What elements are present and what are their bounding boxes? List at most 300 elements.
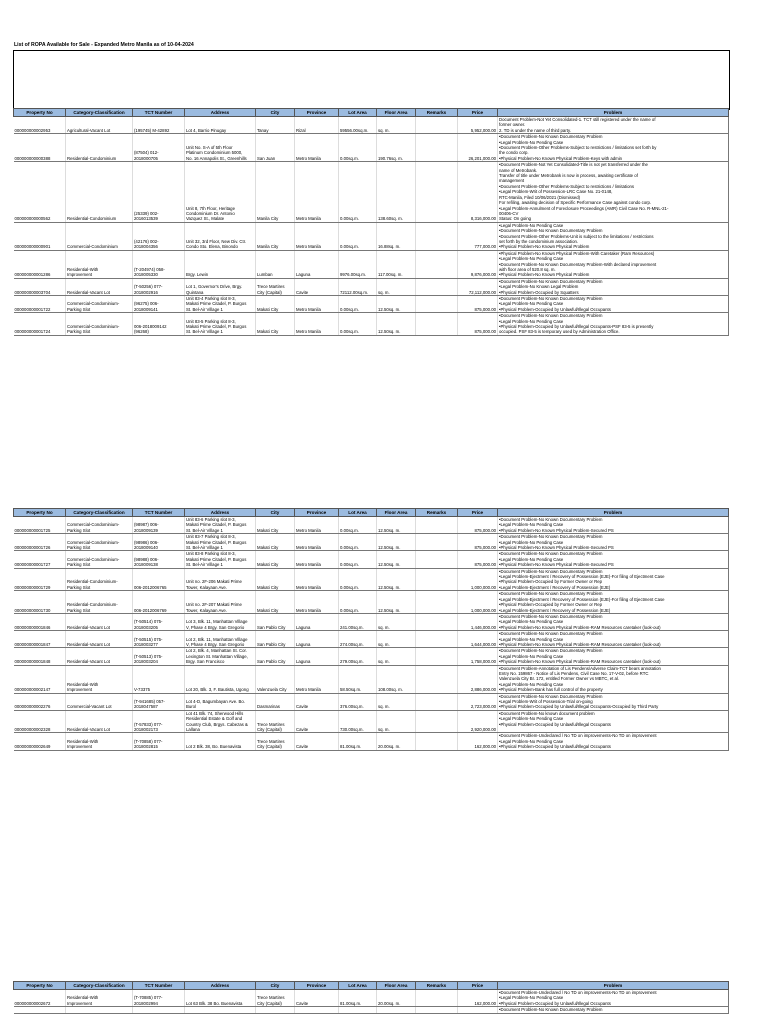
cell-city — [256, 710, 295, 733]
column-header-property-no: Property No — [14, 982, 66, 990]
problem-line: •Document Problem-No Known Documentary Problem — [499, 134, 603, 140]
cell-price: 875,000.00 — [458, 534, 498, 551]
cell-line: Lumban — [257, 272, 273, 278]
cell-line: 2018005330 — [134, 272, 158, 278]
cell-price: 1,446,000.00 — [458, 613, 498, 630]
cell-address — [185, 534, 256, 551]
cell-category — [66, 250, 133, 278]
cell-category — [66, 665, 133, 693]
problem-line: •Document Problem-Other Problems-Subject to restrictions / limitations — [499, 183, 634, 189]
cell-lot-area: 72112.00sq.m. — [339, 278, 377, 295]
cell-tct-number — [133, 134, 185, 162]
column-header-address: Address — [185, 509, 256, 517]
cell-remarks — [416, 710, 458, 733]
cell-property-no: 000000000002147 — [14, 665, 66, 693]
table-row — [14, 710, 729, 733]
table-row — [14, 591, 729, 614]
cell-remarks — [416, 117, 458, 134]
cell-lot-area: 0.00sq.m. — [339, 162, 377, 222]
problem-line: •Legal Problem-No Pending Case — [499, 995, 564, 1001]
cell-remarks — [416, 296, 458, 313]
cell-city — [256, 162, 295, 222]
cell-category — [66, 631, 133, 648]
column-header-problem: Problem — [498, 109, 729, 117]
cell-line: 2018002916 — [134, 289, 158, 295]
cell-line: Unit 83-7 Parking slot 8-3, — [186, 534, 236, 540]
cell-category — [66, 1007, 133, 1013]
cell-line: (T-70858) 077- — [134, 738, 163, 744]
cell-address — [185, 693, 256, 710]
cell-problem — [498, 693, 729, 710]
table-row — [14, 648, 729, 665]
problem-line: •Legal Problem-No Pending Case — [499, 301, 564, 307]
problem-line: •Legal Problem-No Pending Case — [499, 318, 564, 324]
cell-problem — [498, 631, 729, 648]
cell-line: San Pablo City — [257, 659, 286, 665]
cell-city — [256, 591, 295, 614]
cell-line: Platinum Condominium 5000, — [186, 150, 243, 156]
cell-line: Condominium Dr. Antonio — [186, 210, 235, 216]
cell-line: 2018002173 — [134, 727, 158, 733]
cell-line: Parking Slot — [67, 584, 91, 590]
problem-line: •Physical Problem-No Known Physical Problem-RAM Resources caretaker (look-out) — [499, 624, 661, 630]
cell-floor-area: 12.50sq. m. — [377, 568, 416, 591]
cell-line: (96268) — [134, 329, 149, 335]
cell-price: 1,000,000.00 — [458, 591, 498, 614]
cell-floor-area: sq. m. — [377, 631, 416, 648]
cell-line: Makati City — [257, 562, 279, 568]
cell-province: Laguna — [295, 613, 339, 630]
problem-line: set forth by the condominium association. — [499, 238, 579, 244]
cell-line: (87504) 012- — [134, 150, 159, 156]
cell-floor-area: 117.00sq. m. — [377, 250, 416, 278]
table-row — [14, 222, 729, 250]
table-row — [14, 534, 729, 551]
problem-line: former owner. — [499, 122, 526, 128]
cell-property-no: 000000000002649 — [14, 733, 66, 750]
problem-line: •Physical Problem-Bank has full control of the property — [499, 687, 603, 693]
cell-tct-number — [133, 710, 185, 733]
cell-line: (25339) 002- — [134, 210, 159, 216]
cell-floor-area: 12.50sq. m. — [377, 591, 416, 614]
problem-line: •Legal Problem-Ejectment / Recovery of Possession (EJE)-For filing of Ejectment Case — [499, 574, 665, 580]
cell-property-no: 000000000001727 — [14, 551, 66, 568]
problem-line: •Physical Problem-Occupied by Unlawful/Illegal Occupants — [499, 306, 611, 312]
column-header-property-no: Property No — [14, 509, 66, 517]
cell-line: Trece Martires — [257, 995, 285, 1001]
cell-line: Unit 32, 3rd Floor, New Div. Ctr. — [186, 238, 247, 244]
cell-line: Parking Slot — [67, 562, 91, 568]
column-header-category: Category-Classification — [66, 109, 133, 117]
cell-tct-number — [133, 551, 185, 568]
cell-category — [66, 693, 133, 710]
problem-line: •Document Problem-No Known Documentary Problem — [499, 613, 603, 619]
cell-price: 777,000.00 — [458, 222, 498, 250]
problem-line: 00406-CV — [499, 210, 519, 216]
cell-line: Makati City — [257, 545, 279, 551]
cell-city — [256, 693, 295, 710]
cell-lot-area: 9976.00sq.m. — [339, 250, 377, 278]
problem-line: •Physical Problem-No Known Physical Problem-Secured PS — [499, 545, 614, 551]
cell-floor-area: 12.50sq. m. — [377, 296, 416, 313]
cell-problem — [498, 591, 729, 614]
cell-price: 162,000.00 — [458, 990, 498, 1007]
cell-property-no — [14, 1007, 66, 1013]
problem-line: •Document Problem-No Known Documentary Problem — [499, 228, 603, 234]
cell-line: No. 16 Annapolis St., Greenhills — [186, 155, 247, 161]
cell-problem — [498, 296, 729, 313]
column-header-tct-number: TCT Number — [133, 509, 185, 517]
cell-line: 2018002815 — [134, 744, 158, 750]
problem-line: •Physical Problem-Occupied by Unlawful/Illegal Occupants — [499, 721, 611, 727]
cell-address — [185, 278, 256, 295]
cell-line: San Juan — [257, 155, 276, 161]
cell-category — [66, 313, 133, 336]
cell-price: 8,316,000.00 — [458, 162, 498, 222]
cell-property-no: 000000000002953 — [14, 117, 66, 134]
cell-line: Lallana — [186, 727, 200, 733]
cell-remarks — [416, 990, 458, 1007]
problem-line: •Document Problem-Other Problems-Unit is subject to the limitations / restrictions — [499, 233, 654, 239]
cell-line: City (Capital) — [257, 1000, 282, 1006]
problem-line: •Legal Problem-No Pending Case — [499, 139, 564, 145]
cell-tct-number — [133, 313, 185, 336]
cell-category — [66, 551, 133, 568]
column-header-city: City — [256, 109, 295, 117]
cell-province: Metro Manila — [295, 222, 339, 250]
cell-province: Laguna — [295, 250, 339, 278]
cell-floor-area: sq. m. — [377, 278, 416, 295]
table-row — [14, 313, 729, 336]
column-header-address: Address — [185, 109, 256, 117]
cell-problem — [498, 222, 729, 250]
cell-line: Lot 4-D, Bagumbayan Ave. Bo. — [186, 699, 245, 704]
cell-lot-area: 81.00sq.m. — [339, 990, 377, 1007]
cell-floor-area: 20.00sq. m. — [377, 733, 416, 750]
cell-problem — [498, 162, 729, 222]
problem-line: •Legal Problem-No Pending Case — [499, 539, 564, 545]
cell-line: Lot 1, Governor's Drive, Brgy. — [186, 284, 243, 290]
cell-problem — [498, 733, 729, 750]
cell-line: (T-50514) 075- — [134, 619, 163, 625]
problem-line: Status: On going — [499, 216, 532, 222]
cell-line: (98988) 006- — [134, 556, 159, 562]
cell-line: 2018000705 — [134, 155, 158, 161]
cell-line: Manila City — [257, 244, 279, 250]
cell-line: 2018009140 — [134, 545, 158, 551]
cell-category — [66, 591, 133, 614]
cell-line: Residential-Vacant Lot — [67, 641, 110, 647]
cell-line: (98987) 006- — [134, 522, 159, 528]
cell-address — [185, 631, 256, 648]
cell-line: 2018002994 — [134, 1000, 158, 1006]
cell-category — [66, 648, 133, 665]
cell-problem — [498, 313, 729, 336]
cell-problem — [498, 117, 729, 134]
cell-province: Laguna — [295, 648, 339, 665]
table-row — [14, 693, 729, 710]
cell-price: 5,952,000.00 — [458, 117, 498, 134]
cell-price: 875,000.00 — [458, 313, 498, 336]
cell-tct-number — [133, 693, 185, 710]
column-header-price: Price — [458, 982, 498, 990]
cell-line: Tower, Kalayaan Ave. — [186, 607, 228, 613]
cell-line: Unit 83-4 Parking slot 8-3, — [186, 296, 236, 301]
cell-address — [185, 250, 256, 278]
cell-category — [66, 710, 133, 733]
cell-city — [256, 534, 295, 551]
cell-line: Residential-Vacant Lot — [67, 289, 110, 295]
cell-line: 2018003205 — [134, 624, 158, 630]
problem-line: •Legal Problem-No Pending Case — [499, 222, 564, 228]
cell-line: Makati City — [257, 306, 279, 312]
cell-tct-number — [133, 990, 185, 1007]
cell-line: Parking Slot — [67, 545, 91, 551]
column-header-tct-number: TCT Number — [133, 982, 185, 990]
cell-city — [256, 517, 295, 534]
cell-price: 2,886,000.00 — [458, 665, 498, 693]
cell-problem — [498, 250, 729, 278]
cell-tct-number — [133, 665, 185, 693]
cell-price: 26,201,000.00 — [458, 134, 498, 162]
problem-line: •Legal Problem-Ejectment / Recovery of Possession (EJE)-For filing of Ejectment Case — [499, 596, 665, 602]
cell-line: Improvement — [67, 687, 93, 693]
header-row — [14, 109, 729, 117]
cell-province: Metro Manila — [295, 534, 339, 551]
cell-remarks — [416, 517, 458, 534]
cell-city — [256, 665, 295, 693]
problem-line: •Document Problem-Not Yet Consolidated-Title is not yet transferred under the — [499, 162, 648, 168]
problem-line: Entry No. 159867 - Notice of Lis Pendens, Civil Case No. 17-V-02, before RTC — [499, 670, 649, 676]
cell-property-no: 000000000000388 — [14, 134, 66, 162]
cell-price: 2,920,000.00 — [458, 710, 498, 733]
cell-city — [256, 222, 295, 250]
cell-lot-area: 0.00sq.m. — [339, 222, 377, 250]
cell-line: Brgy. Lewin — [186, 272, 209, 278]
problem-line: •Document Problem-No Known Documentary Problem — [499, 631, 603, 637]
header-frame — [13, 50, 730, 110]
cell-line: Makati City — [257, 607, 279, 613]
cell-line: 2018009141 — [134, 306, 158, 312]
column-header-remarks: Remarks — [416, 982, 458, 990]
cell-category — [66, 162, 133, 222]
cell-problem — [498, 710, 729, 733]
problem-line: •Physical Problem-Occupied by Former Owner or Rep — [499, 602, 602, 608]
cell-line: St. Bel-Air Village 1 — [186, 306, 223, 312]
cell-line: Residential-With — [67, 681, 99, 687]
cell-tct-number — [133, 733, 185, 750]
header-row — [14, 509, 729, 517]
cell-tct-number — [133, 278, 185, 295]
cell-property-no: 000000000001847 — [14, 631, 66, 648]
property-table-page-3 — [13, 981, 729, 1014]
problem-line: •Physical Problem-No Known Physical Problem-RAM Resources caretaker (look-out) — [499, 659, 661, 665]
cell-problem — [498, 665, 729, 693]
cell-line: Commercial-Condominium- — [67, 522, 120, 528]
cell-property-no: 000000000001729 — [14, 568, 66, 591]
cell-province: Cavite — [295, 278, 339, 295]
problem-line: •Physical Problem-No Known Physical Problem — [499, 272, 590, 278]
cell-line: (T-50256) 077- — [134, 284, 163, 290]
cell-province: Laguna — [295, 631, 339, 648]
cell-lot-area: 730.00sq.m. — [339, 710, 377, 733]
cell-line: Commercial-Condominium- — [67, 324, 120, 330]
cell-line: City (Capital) — [257, 727, 282, 733]
problem-line: •Document Problem-Undeclared / No TD on improvements-No TD on improvement — [499, 990, 657, 995]
cell-line: Makati Prime Citadel, P. Burgos — [186, 522, 247, 528]
cell-tct-number — [133, 534, 185, 551]
cell-floor-area: sq. m. — [377, 117, 416, 134]
cell-property-no: 000000000000562 — [14, 162, 66, 222]
cell-line: Residential-Vacant Lot — [67, 659, 110, 665]
cell-price: 875,000.00 — [458, 551, 498, 568]
problem-line: •Document Problem-No Known Documentary Problem — [499, 693, 603, 699]
cell-line: 006-2018009142 — [134, 324, 167, 330]
cell-lot-area: 0.00sq.m. — [339, 517, 377, 534]
cell-line: Unit 83-6 Parking slot 8-3, — [186, 517, 236, 522]
cell-line: Tanay — [257, 127, 269, 133]
cell-lot-area: 241.00sq.m. — [339, 613, 377, 630]
cell-problem — [498, 534, 729, 551]
cell-price: 2,723,000.00 — [458, 693, 498, 710]
cell-address — [185, 162, 256, 222]
problem-line: •Document Problem-No Known Documentary Problem — [499, 1007, 603, 1013]
cell-address — [185, 222, 256, 250]
cell-floor-area: 12.50sq. m. — [377, 551, 416, 568]
cell-line: Unit no. 2F-206 Makati Prime — [186, 579, 242, 585]
column-header-floor-area: Floor Area — [377, 509, 416, 517]
column-header-floor-area: Floor Area — [377, 109, 416, 117]
column-header-category: Category-Classification — [66, 982, 133, 990]
cell-tct-number — [133, 296, 185, 313]
cell-line: Lot 63 Blk. 38 Bo. Buenavista — [186, 1000, 243, 1006]
cell-lot-area: 279.00sq.m. — [339, 648, 377, 665]
cell-address — [185, 313, 256, 336]
problem-line: name of Metrobank. — [499, 167, 538, 173]
cell-address — [185, 733, 256, 750]
cell-line: 2016013539 — [134, 216, 158, 222]
cell-city — [256, 1007, 295, 1013]
cell-line: (T-57833) 077- — [134, 721, 163, 727]
problem-line: •Legal Problem-No Pending Case — [499, 636, 564, 642]
cell-line: Trece Martires — [257, 738, 285, 744]
cell-line: 006-2012006769 — [134, 607, 167, 613]
cell-line: Residential Estate & Golf and — [186, 716, 243, 722]
problem-line: •Physical Problem-Occupied by Squatters — [499, 289, 579, 295]
cell-lot-area: 0.00sq.m. — [339, 134, 377, 162]
cell-category — [66, 990, 133, 1007]
table-row — [14, 665, 729, 693]
cell-line: Lot 2 Blk. 38, Bo. Buenavista — [186, 744, 242, 750]
cell-tct-number — [133, 1007, 185, 1013]
cell-address — [185, 296, 256, 313]
table-row — [14, 117, 729, 134]
cell-problem — [498, 1007, 729, 1013]
cell-line: Commercial-Condominium- — [67, 301, 120, 307]
cell-address — [185, 1007, 256, 1013]
cell-property-no: 000000000002328 — [14, 710, 66, 733]
cell-line: Commercial-Condominium- — [67, 539, 120, 545]
problem-line: •Legal Problem-No Pending Case — [499, 522, 564, 528]
cell-lot-area: 0.00sq.m. — [339, 568, 377, 591]
cell-address — [185, 710, 256, 733]
problem-line: •Physical Problem-No Known Physical Problem-Secured PS — [499, 527, 614, 533]
cell-line: Manila City — [257, 216, 279, 222]
table-row — [14, 990, 729, 1007]
cell-floor-area: sq. m. — [377, 710, 416, 733]
cell-lot-area: 59556.00sq.m. — [339, 117, 377, 134]
cell-category — [66, 117, 133, 134]
cell-price — [458, 1007, 498, 1013]
cell-city — [256, 278, 295, 295]
cell-line: Makati City — [257, 584, 279, 590]
cell-city — [256, 134, 295, 162]
problem-line: •Legal Problem-Writ of Possession-Trial on-going — [499, 699, 593, 704]
cell-city — [256, 733, 295, 750]
cell-line: Lot 4, Barrio Pinugay — [186, 127, 227, 133]
cell-property-no: 000000000003704 — [14, 278, 66, 295]
cell-line: Lot 20, Blk. 3, F. Bautista, Ugong — [186, 687, 249, 693]
cell-line: (195745) M-42892 — [134, 127, 170, 133]
cell-city — [256, 613, 295, 630]
cell-property-no: 000000000001848 — [14, 648, 66, 665]
problem-line: •Legal Problem-No Known Legal Problem — [499, 284, 579, 290]
cell-lot-area: 0.00sq.m. — [339, 296, 377, 313]
cell-property-no: 000000000001724 — [14, 313, 66, 336]
table-row — [14, 296, 729, 313]
problem-line: •Physical Problem-Occupied by Unlawful/Illegal Occupants-PSF 83-5 is presently — [499, 324, 654, 330]
cell-category — [66, 517, 133, 534]
cell-line: Commercial-Vacant Lot — [67, 704, 112, 710]
cell-address — [185, 117, 256, 134]
cell-city — [256, 313, 295, 336]
cell-line: Makati Prime Citadel, P. Burgos — [186, 301, 247, 307]
problem-line: •Physical Problem-Occupied by Unlawful/Illegal Occupants — [499, 1000, 611, 1006]
cell-province: Metro Manila — [295, 134, 339, 162]
problem-line: •Document Problem-No Known Documentary Problem — [499, 568, 603, 574]
problem-line: •Legal Problem-Ejectment / Recovery of Possession (EJE) — [499, 584, 611, 590]
cell-city — [256, 551, 295, 568]
cell-province: Metro Manila — [295, 665, 339, 693]
column-header-lot-area: Lot Area — [339, 982, 377, 990]
cell-city — [256, 990, 295, 1007]
cell-province: Metro Manila — [295, 296, 339, 313]
cell-line: Residential-With — [67, 738, 99, 744]
cell-problem — [498, 517, 729, 534]
property-table-page-2 — [13, 508, 729, 751]
problem-line: •Document Problem-No Known Documentary Problem — [499, 517, 603, 522]
cell-line: Burol — [186, 704, 197, 710]
cell-line: Condo Sto. Elena, Binondo — [186, 244, 238, 250]
problem-line: •Document Problem-No known document problem — [499, 710, 595, 716]
problem-line: 2. TD is under the name of third party. — [499, 127, 571, 133]
cell-line: V, Phase 4 Brgy. San Gregorio — [186, 641, 245, 647]
cell-line: 2018003277 — [134, 641, 158, 647]
problem-line: •Document Problem-Undeclared / No TD on improvements-No TD on improvement — [499, 733, 657, 739]
cell-line: Brgy. San Francisco — [186, 659, 225, 665]
column-header-tct-number: TCT Number — [133, 109, 185, 117]
table-row — [14, 517, 729, 534]
cell-line: Residential-Condominium- — [67, 602, 118, 608]
cell-province: Cavite — [295, 710, 339, 733]
problem-line: with floor area of 520.8 sq. m. — [499, 266, 556, 272]
problem-line: •Physical Problem-No Known Physical Problem-With Caretaker (Ram Resources) — [499, 250, 655, 256]
cell-lot-area — [339, 1007, 377, 1013]
cell-lot-area: 0.00sq.m. — [339, 551, 377, 568]
cell-floor-area: 16.88sq. m. — [377, 222, 416, 250]
cell-property-no: 000000000002276 — [14, 693, 66, 710]
cell-tct-number — [133, 648, 185, 665]
